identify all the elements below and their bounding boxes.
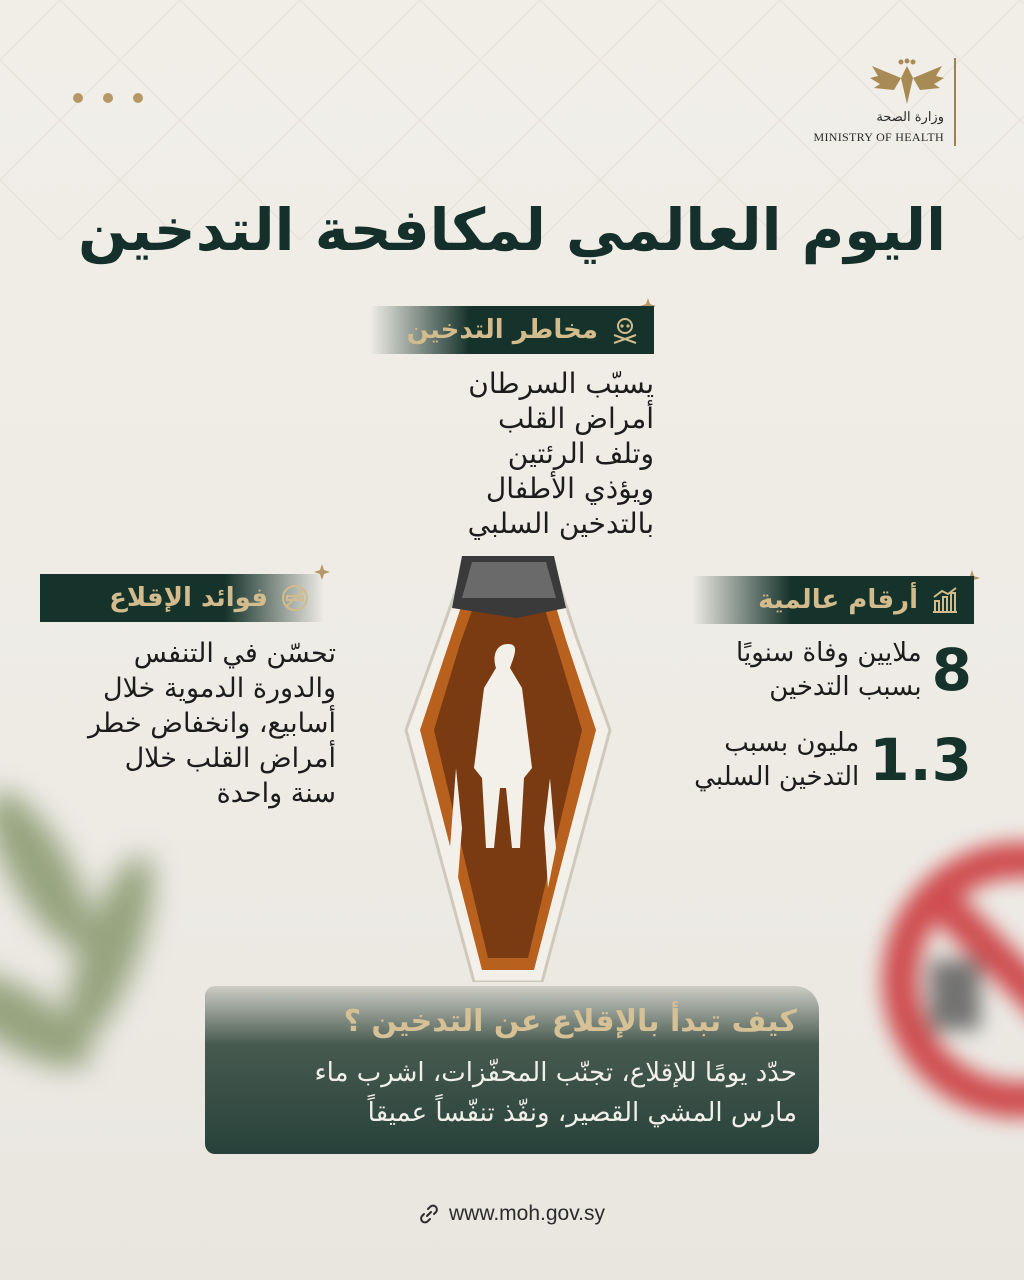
- dangers-line: يسبّب السرطان: [468, 367, 654, 400]
- stat-line: ملايين وفاة سنويًا: [736, 638, 922, 668]
- benefits-label: [40, 574, 324, 622]
- dangers-label: [370, 306, 654, 354]
- benefits-line: أسابيع، وانخفاض خطر: [87, 708, 336, 739]
- dangers-list: [468, 366, 654, 541]
- logo-english-text: MINISTRY OF HEALTH: [813, 130, 944, 144]
- blurred-leaf-decoration: [0, 780, 200, 1100]
- page-title: اليوم العالمي لمكافحة التدخين: [78, 196, 946, 264]
- stat-text: [694, 726, 859, 794]
- quit-tips-box: [205, 986, 819, 1154]
- quit-tip-line: مارس المشي القصير، ونفّذ تنفّساً عميقاً: [367, 1098, 797, 1128]
- benefits-line: أمراض القلب خلال: [124, 743, 336, 774]
- benefits-line: والدورة الدموية خلال: [102, 673, 336, 704]
- quit-tips-list: [227, 1053, 797, 1133]
- stat-line: التدخين السلبي: [694, 762, 860, 792]
- bar-chart-icon: [930, 585, 960, 615]
- global-label-text: أرقام عالمية: [758, 585, 918, 615]
- stat-number: 8: [931, 636, 972, 704]
- stat-deaths: [736, 636, 972, 704]
- stat-text: [736, 636, 922, 704]
- benefits-line: تحسّن في التنفس: [133, 638, 336, 669]
- footer: [0, 1202, 1024, 1226]
- decorative-dots: [72, 92, 144, 104]
- website-link[interactable]: www.moh.gov.sy: [449, 1202, 605, 1225]
- flower-dot-icon: [132, 92, 144, 104]
- benefits-label-text: فوائد الإقلاع: [109, 583, 268, 613]
- benefits-line: سنة واحدة: [216, 778, 336, 809]
- ministry-logo: [814, 58, 954, 148]
- skull-crossbones-icon: [610, 315, 640, 345]
- global-label: [692, 576, 974, 624]
- logo-arabic-text: وزارة الصحة: [876, 110, 944, 125]
- cigarette-coffin-illustration: [396, 548, 620, 982]
- stat-number: 1.3: [869, 726, 972, 794]
- stat-line: بسبب التدخين: [769, 672, 922, 702]
- logo-divider: [954, 58, 956, 146]
- quit-title: كيف تبدأ بالإقلاع عن التدخين ؟: [343, 1004, 797, 1039]
- no-smoking-icon: [280, 583, 310, 613]
- blurred-no-smoking-sign: [850, 820, 1024, 1120]
- flower-dot-icon: [72, 92, 84, 104]
- dangers-line: ويؤذي الأطفال: [485, 472, 654, 505]
- dangers-label-text: مخاطر التدخين: [406, 315, 598, 345]
- quit-tip-line: حدّد يومًا للإقلاع، تجنّب المحفّزات، اشرب ماء: [314, 1058, 797, 1088]
- dangers-line: أمراض القلب: [498, 402, 654, 435]
- stat-line: مليون بسبب: [724, 728, 860, 758]
- eagle-emblem-icon: [868, 58, 946, 108]
- stat-passive: [694, 726, 972, 794]
- link-icon: [419, 1204, 439, 1224]
- background-pattern: [0, 0, 1024, 330]
- dangers-line: وتلف الرئتين: [507, 437, 654, 470]
- dangers-line: بالتدخين السلبي: [467, 507, 654, 540]
- flower-dot-icon: [102, 92, 114, 104]
